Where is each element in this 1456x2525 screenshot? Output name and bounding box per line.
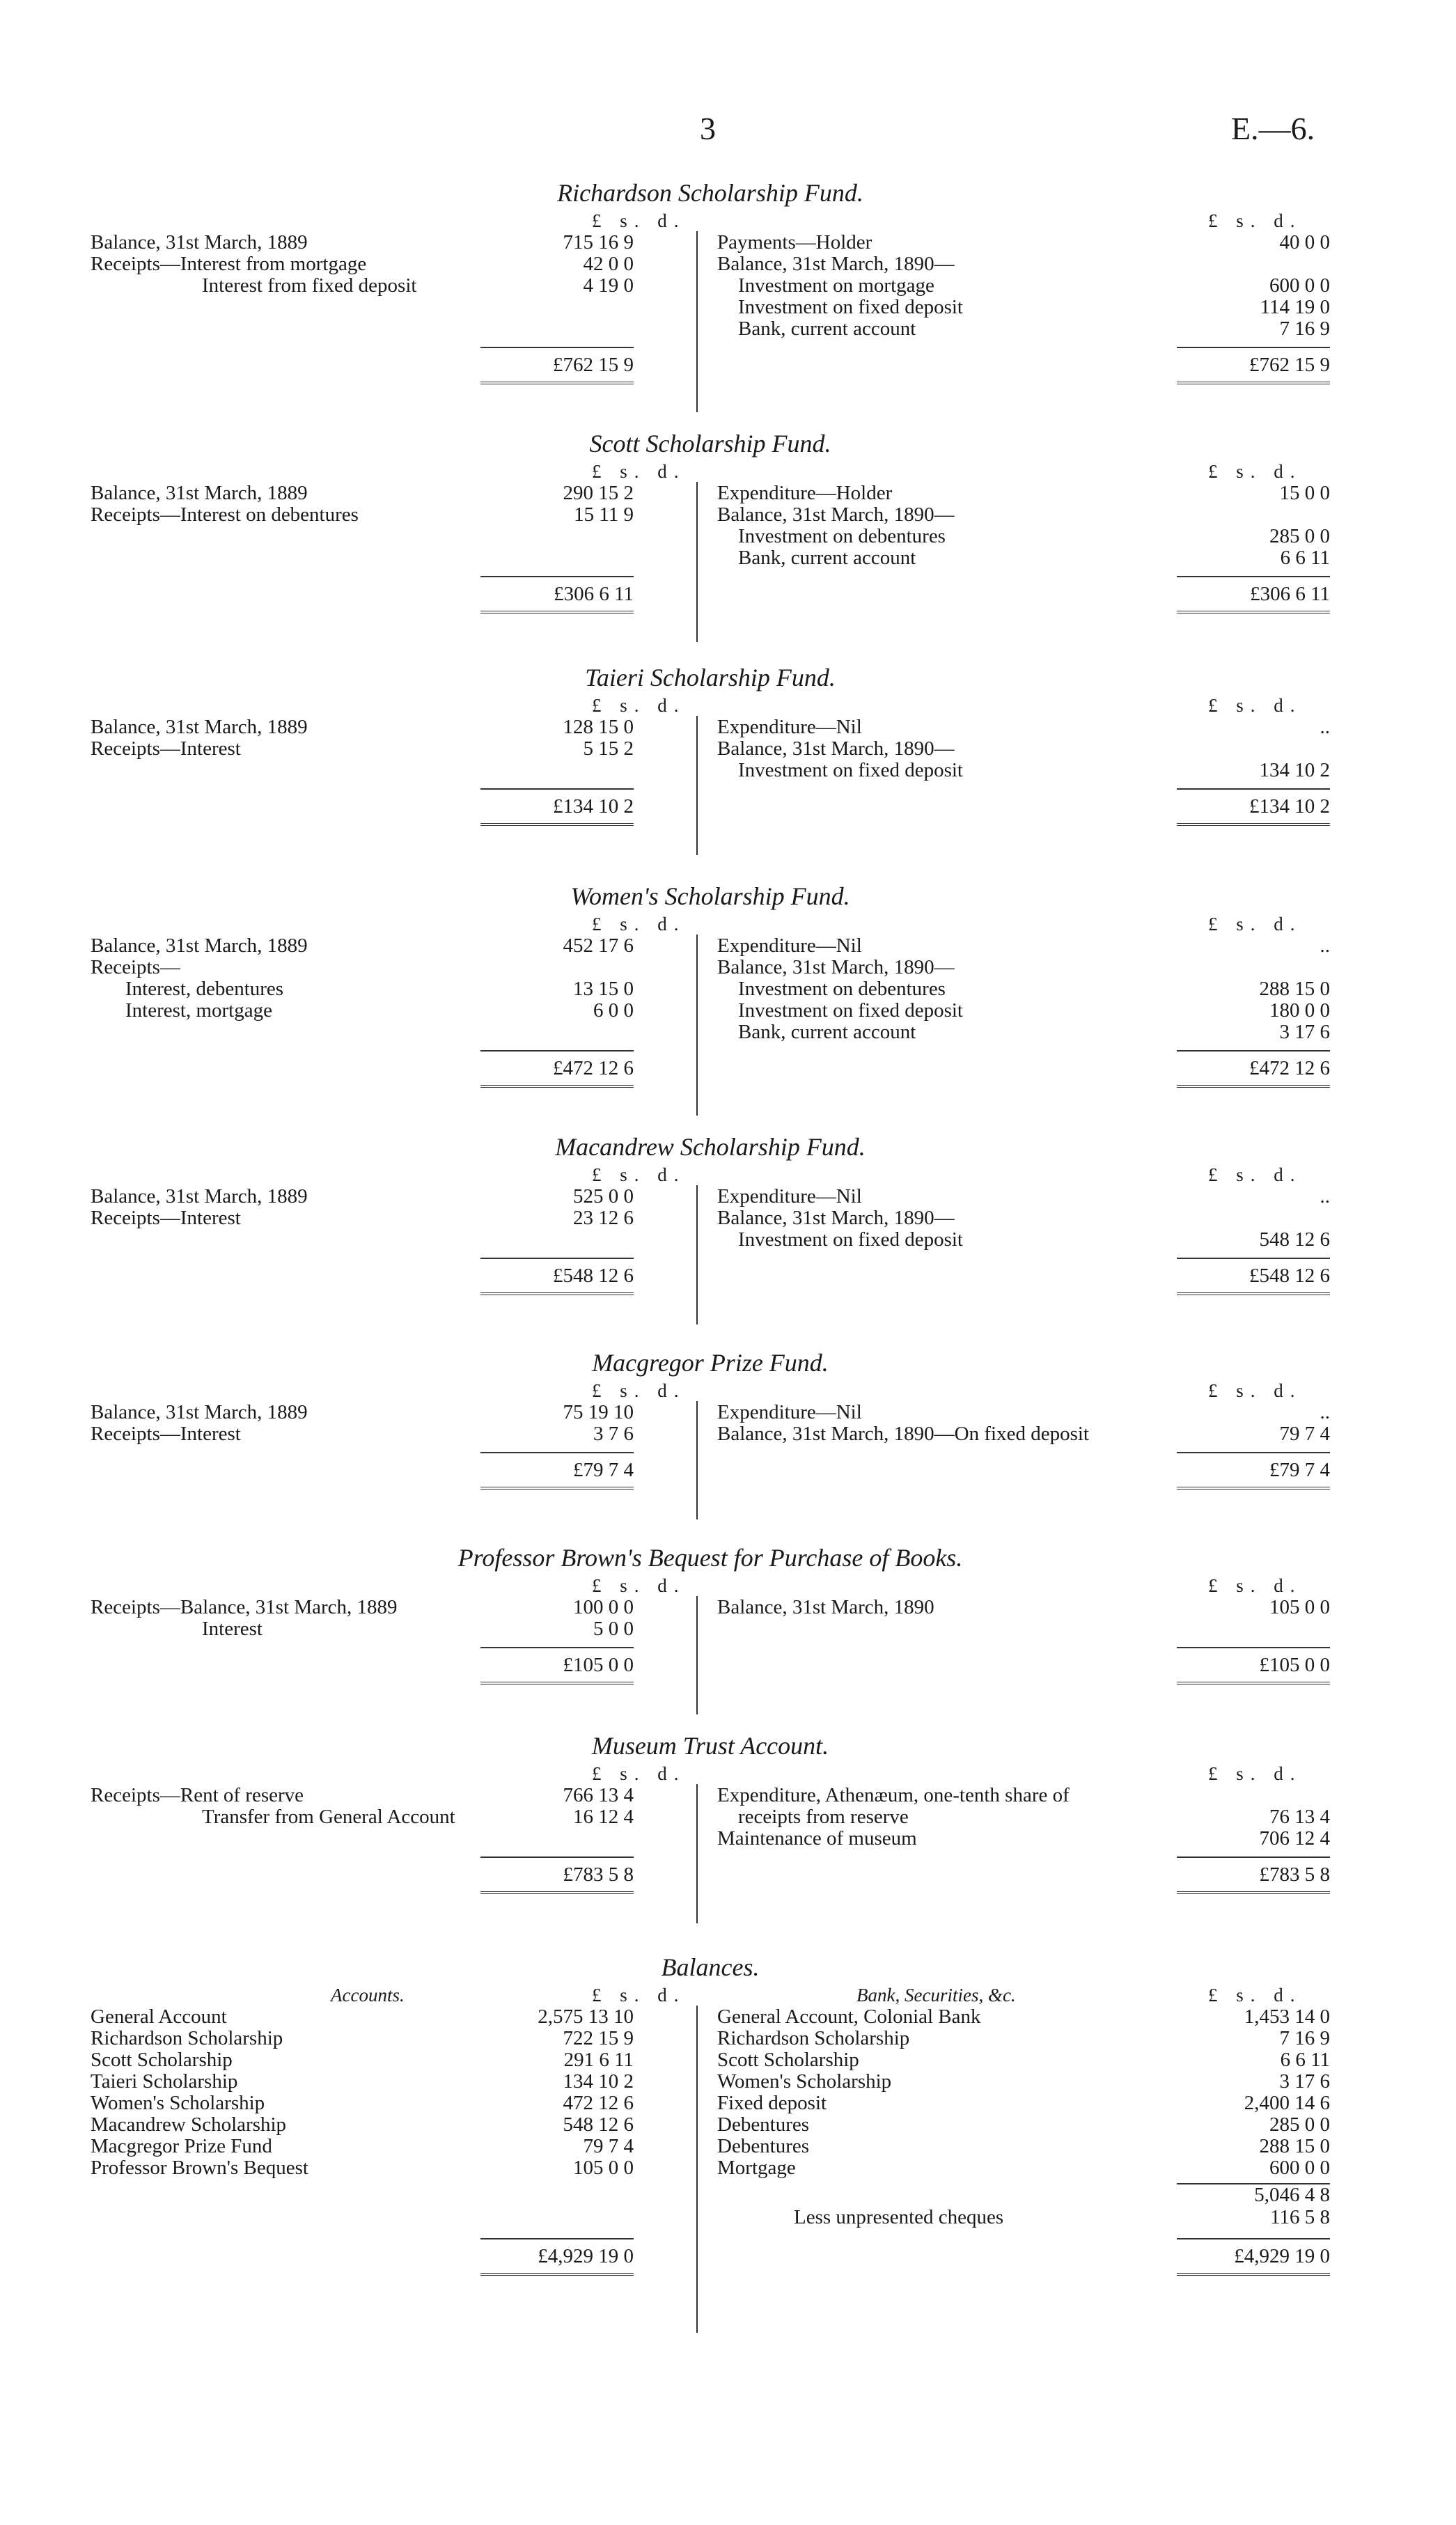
fund-title: Museum Trust Account. (591, 1732, 829, 1760)
currency-head: £ s. d. (1208, 210, 1302, 231)
ledger-row: Receipts—Interest 23 12 6 Balance, 31st March, 1890— (91, 1207, 955, 1229)
ledger-row: Balance, 31st March, 1889 75 19 10 Expenditure—Nil .. (91, 1401, 1330, 1423)
column-divider (696, 1596, 698, 1714)
ledger-row: Maintenance of museum 706 12 4 (717, 1827, 1330, 1850)
ledger-row: Interest from fixed deposit 4 19 0 Investment on mortgage 600 0 0 (202, 274, 1330, 297)
total-row: £548 12 6 £548 12 6 (91, 1251, 1330, 1289)
ledger-row: Macandrew Scholarship 548 12 6 Debentures 285 0 0 (91, 2113, 1330, 2136)
subtotal-row: 5,046 4 8 (91, 2179, 1330, 2207)
ledger-row: Investment on debentures 285 0 0 (738, 525, 1330, 547)
ledger-row: Interest, mortgage 6 0 0 Investment on fixed deposit 180 0 0 (125, 999, 1330, 1022)
ledger-row: Balance, 31st March, 1889 128 15 0 Expenditure—Nil .. (91, 716, 1330, 738)
ledger-row: Receipts—Rent of reserve 766 13 4 Expenditure, Athenæum, one-tenth share of (91, 1784, 1070, 1806)
fund-museum-trust: Museum Trust Account. £ s. d. £ s. d. Receipts—Rent of reserve 766 13 4 Expenditure, Athenæum, one-tenth share of Transfer from General Account 16 12 4 receipts from reserve 76 13 4 Maintenance of museum 706 12 4 £783 5 8 £783 5 8 (91, 1728, 1330, 1888)
fund-professor-brown: Professor Brown's Bequest for Purchase of Books. £ s. d. £ s. d. Receipts—Balance, 31st March, 1889 100 0 0 Balance, 31st March, 1890 105 0 0 Interest 5 0 0 £105 0 0 £105 0 0 (91, 1540, 1330, 1678)
column-divider (696, 1784, 698, 1923)
ledger-row: Receipts—Interest on debentures 15 11 9 Balance, 31st March, 1890— (91, 503, 955, 526)
fund-womens: Women's Scholarship Fund. £ s. d. £ s. d. Balance, 31st March, 1889 452 17 6 Expenditure—Nil .. Receipts— Balance, 31st March, 1890— Interest, debentures 13 15 0 Investment on debentures 288 15 0 Interest, mortgage 6 0 0 Investment on fixed deposit 180 0 0 Bank, current account 3 17 6 £472 12 6 £472 12 6 (91, 879, 1330, 1081)
ledger-row: Balance, 31st March, 1889 525 0 0 Expenditure—Nil .. (91, 1185, 1330, 1207)
fund-title: Taieri Scholarship Fund. (585, 664, 836, 691)
total-row: £134 10 2 £134 10 2 (91, 781, 1330, 820)
total-row: £105 0 0 £105 0 0 (91, 1640, 1330, 1678)
total-row: £306 6 11 £306 6 11 (91, 569, 1330, 607)
ledger-row: Richardson Scholarship 722 15 9 Richardson Scholarship 7 16 9 (91, 2027, 1330, 2049)
ledger-row: Balance, 31st March, 1889 290 15 2 Expenditure—Holder 15 0 0 (91, 482, 1330, 504)
ledger-row: Receipts—Interest from mortgage 42 0 0 Balance, 31st March, 1890— (91, 253, 955, 275)
fund-title: Richardson Scholarship Fund. (557, 179, 863, 207)
ledger-row: Investment on fixed deposit 134 10 2 (738, 759, 1330, 781)
fund-macgregor: Macgregor Prize Fund. £ s. d. £ s. d. Balance, 31st March, 1889 75 19 10 Expenditure—Nil .. Receipts—Interest 3 7 6 Balance, 31st March, 1890—On fixed deposit 79 7 4 £79 7 4 £79 7 4 (91, 1345, 1330, 1483)
document-code: E.—6. (1231, 111, 1315, 146)
page-number: 3 (700, 111, 716, 146)
total-row: £762 15 9 £762 15 9 (91, 340, 1330, 378)
bank-securities-head: Bank, Securities, &c. (856, 1985, 1016, 2006)
ledger-row: Professor Brown's Bequest 105 0 0 Mortgage 600 0 0 (91, 2157, 1330, 2179)
ledger-row: Women's Scholarship 472 12 6 Fixed deposit 2,400 14 6 (91, 2092, 1330, 2114)
ledger-row: Receipts—Interest 5 15 2 Balance, 31st March, 1890— (91, 737, 955, 760)
ledger-row: Bank, current account 6 6 11 (738, 547, 1330, 569)
column-divider (696, 2006, 698, 2333)
fund-macandrew: Macandrew Scholarship Fund. £ s. d. £ s. d. Balance, 31st March, 1889 525 0 0 Expenditure—Nil .. Receipts—Interest 23 12 6 Balance, 31st March, 1890— Investment on fixed deposit 548 12 6 £548 12 6 £548 12 6 (91, 1129, 1330, 1289)
fund-taieri: Taieri Scholarship Fund. £ s. d. £ s. d. Balance, 31st March, 1889 128 15 0 Expenditure—Nil .. Receipts—Interest 5 15 2 Balance, 31st March, 1890— Investment on fixed deposit 134 10 2 £134 10 2 £134 10 2 (91, 660, 1330, 820)
ledger-row: Receipts—Balance, 31st March, 1889 100 0 0 Balance, 31st March, 1890 105 0 0 (91, 1596, 1330, 1618)
total-row: £79 7 4 £79 7 4 (91, 1445, 1330, 1483)
ledger-row: Receipts—Interest 3 7 6 Balance, 31st March, 1890—On fixed deposit 79 7 4 (91, 1423, 1330, 1445)
accounts-head: Accounts. (331, 1985, 405, 2006)
currency-head: £ s. d. (592, 210, 686, 231)
ledger-row: Taieri Scholarship 134 10 2 Women's Scholarship 3 17 6 (91, 2070, 1330, 2093)
ledger-row: Macgregor Prize Fund 79 7 4 Debentures 288 15 0 (91, 2135, 1330, 2157)
column-divider (696, 231, 698, 412)
column-divider (696, 1401, 698, 1519)
balances-section: Balances. Accounts. £ s. d. Bank, Securities, &c. £ s. d. General Account 2,575 13 10 General Account, Colonial Bank 1,453 14 0 Richardson Scholarship 722 15 9 Richardson Scholarship 7 16 9 Scott Scholarship 291 6 11 Scott Scholarship 6 6 11 Taieri Scholarship 134 10 2 Women's Scholarship 3 17 6 Women's Scholarship 472 12 6 Fixed deposit 2,400 14 6 Macandrew Scholarship 548 12 6 Debentures 285 0 0 Macgregor Prize Fund 79 7 4 Debentures 288 15 0 Professor Brown's Bequest 105 0 0 Mortgage 600 0 0 5,046 4 8 Less unpresented cheques 116 5 8 £4,929 19 0 £4,929 19 0 (91, 1950, 1330, 2270)
fund-richardson (91, 175, 1330, 378)
fund-title: Professor Brown's Bequest for Purchase of Books. (457, 1544, 963, 1572)
fund-title: Scott Scholarship Fund. (589, 430, 831, 458)
ledger-row: General Account 2,575 13 10 General Account, Colonial Bank 1,453 14 0 (91, 2006, 1330, 2028)
ledger-row: Transfer from General Account 16 12 4 receipts from reserve 76 13 4 (202, 1806, 1330, 1828)
fund-scott: Scott Scholarship Fund. £ s. d. £ s. d. Balance, 31st March, 1889 290 15 2 Expenditure—Holder 15 0 0 Receipts—Interest on debentures 15 11 9 Balance, 31st March, 1890— Investment on debentures 285 0 0 Bank, current account 6 6 11 £306 6 11 £306 6 11 (91, 426, 1330, 607)
fund-title: Macgregor Prize Fund. (592, 1349, 829, 1377)
ledger-row: Receipts— Balance, 31st March, 1890— (91, 956, 955, 978)
ledger-row: Interest 5 0 0 (202, 1618, 634, 1640)
column-divider (696, 716, 698, 855)
column-divider (696, 935, 698, 1116)
total-row: £4,929 19 0 £4,929 19 0 (91, 2228, 1330, 2270)
ledger-row: Bank, current account 7 16 9 (738, 318, 1330, 340)
less-row: Less unpresented cheques 116 5 8 (794, 2206, 1330, 2228)
total-row: £783 5 8 £783 5 8 (91, 1850, 1330, 1888)
ledger-row: Investment on fixed deposit 114 19 0 (738, 296, 1330, 318)
fund-title: Women's Scholarship Fund. (570, 882, 850, 910)
total-row: £472 12 6 £472 12 6 (91, 1043, 1330, 1081)
column-divider (696, 1185, 698, 1324)
ledger-row: Interest, debentures 13 15 0 Investment on debentures 288 15 0 (125, 978, 1330, 1000)
ledger-row: Balance, 31st March, 1889 452 17 6 Expenditure—Nil .. (91, 935, 1330, 957)
ledger-row: Bank, current account 3 17 6 (738, 1021, 1330, 1043)
column-divider (696, 482, 698, 642)
ledger-row: Scott Scholarship 291 6 11 Scott Scholarship 6 6 11 (91, 2049, 1330, 2071)
balances-title: Balances. (661, 1953, 760, 1981)
fund-title: Macandrew Scholarship Fund. (555, 1133, 866, 1161)
ledger-row: Balance, 31st March, 1889 715 16 9 Payments—Holder 40 0 0 (91, 231, 1330, 253)
ledger-row: Investment on fixed deposit 548 12 6 (738, 1228, 1330, 1251)
